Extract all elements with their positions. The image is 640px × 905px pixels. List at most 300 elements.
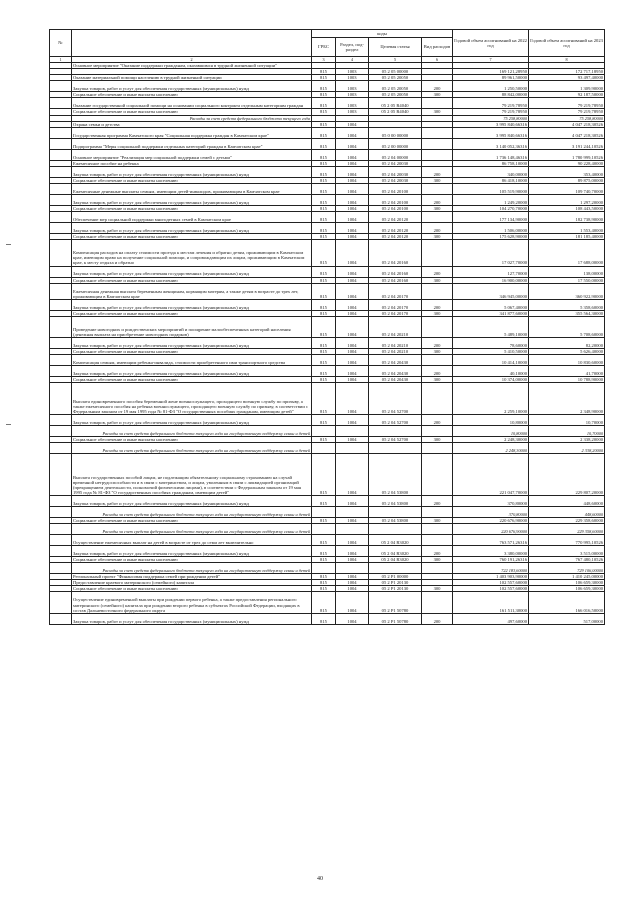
row-name-cell: Государственная программа Камчатского края "Социальная поддержка граждан в Камчатском крае" <box>72 127 312 138</box>
row-grbs-cell: 815 <box>312 366 336 377</box>
row-name-cell: Компенсация семьям, имеющим ребенка-инвалида, стоимости приобретенного ими транспортного средства <box>72 355 312 366</box>
row-target-cell: 05 2 05 R4040 <box>369 98 422 109</box>
row-name-cell: Основное мероприятие "Реализация мер социальной поддержки семей с детьми" <box>72 149 312 160</box>
row-num-cell <box>50 414 72 425</box>
row-sum-2023-cell: 448,60000 <box>529 495 605 506</box>
row-grbs-cell: 815 <box>312 205 336 211</box>
row-razdel-cell: 1004 <box>336 383 369 415</box>
row-target-cell: 05 2 04 R3020 <box>369 557 422 563</box>
row-name-cell: Социальное обеспечение и иные выплаты населению <box>72 205 312 211</box>
table-row <box>50 366 605 377</box>
row-exp-type-cell: 200 <box>422 495 453 506</box>
row-name-cell: Закупка товаров, работ и услуг для обеспечения государственных (муниципальных) нужд <box>72 495 312 506</box>
table-row <box>50 98 605 109</box>
row-grbs-cell: 815 <box>312 109 336 115</box>
row-exp-type-cell <box>422 506 453 517</box>
row-name-cell: Закупка товаров, работ и услуг для обеспечения государственных (муниципальных) нужд <box>72 546 312 557</box>
row-razdel-cell: 1004 <box>336 138 369 149</box>
row-target-cell: 05 2 04 20160 <box>369 266 422 277</box>
row-exp-type-cell: 200 <box>422 223 453 234</box>
table-row <box>50 613 605 624</box>
row-razdel-cell: 1003 <box>336 109 369 115</box>
row-target-cell: 05 2 04 20170 <box>369 299 422 310</box>
row-exp-type-cell: 300 <box>422 436 453 442</box>
row-name-cell: Ежемесячные денежные выплаты семьям, имеющим детей-инвалидов, проживающим в Камчатском крае <box>72 183 312 194</box>
row-grbs-cell: 815 <box>312 92 336 98</box>
row-target-cell: 05 2 05 R4040 <box>369 109 422 115</box>
row-grbs-cell <box>312 443 336 454</box>
row-target-cell: 05 2 04 52700 <box>369 414 422 425</box>
row-sum-2023-cell: 82,20000 <box>529 338 605 349</box>
row-sum-2023-cell: 5 626,40000 <box>529 349 605 355</box>
row-sum-2023-cell: 517,00000 <box>529 613 605 624</box>
colnum: 3 <box>312 57 336 63</box>
row-sum-2023-cell: 17 550,00000 <box>529 277 605 283</box>
header-exp-type: Вид расходов <box>422 38 453 57</box>
row-sum-2023-cell: 353,40000 <box>529 166 605 177</box>
row-exp-type-cell: 300 <box>422 92 453 98</box>
row-num-cell <box>50 524 72 535</box>
scan-mark <box>6 244 11 245</box>
row-exp-type-cell: 300 <box>422 277 453 283</box>
row-name-cell: Оказание материальной помощи населению в трудной жизненной ситуации <box>72 75 312 81</box>
row-grbs-cell: 815 <box>312 495 336 506</box>
row-razdel-cell: 1004 <box>336 223 369 234</box>
row-razdel-cell: 1004 <box>336 495 369 506</box>
row-num-cell <box>50 355 72 366</box>
row-target-cell: 05 2 04 20430 <box>369 355 422 366</box>
row-sum-2023-cell: 360 922,90000 <box>529 283 605 299</box>
row-target-cell: 05 2 04 20030 <box>369 177 422 183</box>
row-target-cell: 05 2 04 20030 <box>369 166 422 177</box>
row-grbs-cell: 815 <box>312 283 336 299</box>
row-exp-type-cell <box>422 454 453 496</box>
row-target-cell: 05 2 04 20170 <box>369 283 422 299</box>
row-exp-type-cell: 300 <box>422 109 453 115</box>
table-row <box>50 240 605 266</box>
row-razdel-cell: 1004 <box>336 127 369 138</box>
row-sum-2022-cell: 763 571,26316 <box>453 535 529 546</box>
row-target-cell: 05 2 04 20160 <box>369 240 422 266</box>
row-sum-2022-cell: 86 758,10000 <box>453 160 529 166</box>
row-name-cell: Выплата государственных пособий лицам, не подлежащим обязательному социальному страхованию на случай временной нетрудоспособности и в связи с материнством, и лицам, уволенным в связи с ликвидацией организаций (прекращением деятельности, полномочий физическими лицами), в соответствии с Федеральным законом от 19 мая 1995 года № 81-ФЗ "О государственных пособиях гражданам, имеющим детей" <box>72 454 312 496</box>
row-sum-2023-cell: 17 688,00000 <box>529 240 605 266</box>
row-target-cell: 05 2 04 52700 <box>369 436 422 442</box>
budget-table <box>49 29 605 625</box>
row-name-cell: Обеспечение мер социальной поддержки многодетных семей в Камчатском крае <box>72 212 312 223</box>
row-sum-2022-cell: 5 489,10000 <box>453 316 529 337</box>
row-exp-type-cell <box>422 283 453 299</box>
row-name-cell: Проведение новогодних и рождественских мероприятий и поощрение малообеспеченных категорий населения (денежная выплата на приобретение новогодних подарков) <box>72 316 312 337</box>
row-name-cell: Социальное обеспечение и иные выплаты населению <box>72 177 312 183</box>
row-razdel-cell: 1004 <box>336 277 369 283</box>
row-exp-type-cell: 200 <box>422 166 453 177</box>
row-name-cell: Социальное обеспечение и иные выплаты населению <box>72 310 312 316</box>
row-target-cell: 05 2 04 20210 <box>369 349 422 355</box>
row-num-cell <box>50 194 72 205</box>
row-name-cell: Региональный проект "Финансовая поддержка семей при рождении детей" <box>72 574 312 580</box>
row-sum-2023-cell: 10,70000 <box>529 414 605 425</box>
row-sum-2022-cell: 1 736 148,46316 <box>453 149 529 160</box>
row-sum-2023-cell: 89 875,00000 <box>529 177 605 183</box>
row-num-cell <box>50 592 72 613</box>
header-razdel: Раздел, под-раздел <box>336 38 369 57</box>
row-razdel-cell: 1004 <box>336 366 369 377</box>
row-sum-2023-cell: 3 191 244,10526 <box>529 138 605 149</box>
row-razdel-cell: 1004 <box>336 234 369 240</box>
row-razdel-cell: 1004 <box>336 586 369 592</box>
row-target-cell: 05 2 00 00000 <box>369 138 422 149</box>
row-sum-2022-cell: 40,10000 <box>453 366 529 377</box>
row-name-cell: Закупка товаров, работ и услуг для обеспечения государственных (муниципальных) нужд <box>72 366 312 377</box>
row-sum-2022-cell: 346 945,00000 <box>453 283 529 299</box>
row-target-cell: 05 2 P1 20130 <box>369 586 422 592</box>
row-sum-2023-cell: 1 309,90000 <box>529 81 605 92</box>
table-row <box>50 212 605 223</box>
row-name-cell: Закупка товаров, работ и услуг для обеспечения государственных (муниципальных) нужд <box>72 266 312 277</box>
row-razdel-cell: 1004 <box>336 177 369 183</box>
row-exp-type-cell <box>422 149 453 160</box>
row-grbs-cell: 815 <box>312 69 336 75</box>
row-sum-2022-cell: 221 047,70000 <box>453 454 529 496</box>
header-codes: коды <box>312 30 453 38</box>
row-razdel-cell: 1004 <box>336 592 369 613</box>
row-sum-2022-cell: 79 219,78950 <box>453 109 529 115</box>
row-target-cell: 05 2 04 20430 <box>369 377 422 383</box>
row-num-cell <box>50 563 72 574</box>
row-name-cell: Социальное обеспечение и иные выплаты населению <box>72 557 312 563</box>
table-row <box>50 495 605 506</box>
row-num-cell <box>50 506 72 517</box>
row-sum-2023-cell: 166 016,50000 <box>529 592 605 613</box>
row-sum-2023-cell: 229 358,60000 <box>529 517 605 523</box>
row-exp-type-cell <box>422 524 453 535</box>
row-sum-2023-cell: 79 219,78950 <box>529 109 605 115</box>
row-num-cell <box>50 240 72 266</box>
row-grbs-cell: 815 <box>312 592 336 613</box>
row-sum-2022-cell: 88 842,00000 <box>453 92 529 98</box>
row-name-cell: Социальное обеспечение и иные выплаты населению <box>72 377 312 383</box>
table-row <box>50 546 605 557</box>
row-num-cell <box>50 535 72 546</box>
row-target-cell: 05 2 04 20430 <box>369 366 422 377</box>
row-exp-type-cell <box>422 355 453 366</box>
row-grbs-cell: 815 <box>312 613 336 624</box>
row-name-cell: Ежемесячная денежная выплата беременным женщинам, кормящим матерям, а также детям в возрасте до трех лет, проживающим в Камчатском крае <box>72 283 312 299</box>
table-body <box>50 63 605 625</box>
row-num-cell <box>50 366 72 377</box>
table-row <box>50 183 605 194</box>
row-sum-2023-cell: 4 047 218,30526 <box>529 127 605 138</box>
row-razdel-cell: 1004 <box>336 517 369 523</box>
row-target-cell <box>369 506 422 517</box>
row-razdel-cell: 1004 <box>336 377 369 383</box>
table-row <box>50 338 605 349</box>
row-num-cell <box>50 127 72 138</box>
row-razdel-cell: 1004 <box>336 355 369 366</box>
row-name-cell: Социальное обеспечение и иные выплаты населению <box>72 586 312 592</box>
row-exp-type-cell: 300 <box>422 177 453 183</box>
row-grbs-cell: 815 <box>312 266 336 277</box>
row-target-cell: 05 2 P1 20130 <box>369 580 422 586</box>
row-target-cell: 05 2 04 20100 <box>369 205 422 211</box>
row-sum-2023-cell: 181 185,40000 <box>529 234 605 240</box>
row-name-cell: Выплата единовременного пособия беременной жене военнослужащего, проходящего военную службу по призыву, а также ежемесячного пособия на ребенка военнослужащего, проходящего военную службу по призыву, в соответствии с Федеральным законом от 19 мая 1995 года № 81-ФЗ "О государственных пособиях гражданам, имеющим детей" <box>72 383 312 415</box>
colnum: 4 <box>336 57 369 63</box>
row-razdel-cell <box>336 524 369 535</box>
row-sum-2022-cell: 220 676,90000 <box>453 524 529 535</box>
row-razdel-cell <box>336 506 369 517</box>
row-exp-type-cell: 200 <box>422 366 453 377</box>
row-grbs-cell: 815 <box>312 377 336 383</box>
row-target-cell: 05 2 05 00000 <box>369 69 422 75</box>
row-num-cell <box>50 266 72 277</box>
row-sum-2022-cell: 760 191,26316 <box>453 557 529 563</box>
row-num-cell <box>50 454 72 496</box>
header-sum-2022: Годовой объем ассигнований на 2022 год <box>453 30 529 57</box>
row-exp-type-cell <box>422 212 453 223</box>
row-num-cell <box>50 223 72 234</box>
row-razdel-cell: 1004 <box>336 121 369 127</box>
row-sum-2023-cell: 1 553,40000 <box>529 223 605 234</box>
row-exp-type-cell <box>422 240 453 266</box>
row-target-cell: 05 2 04 20100 <box>369 194 422 205</box>
row-target-cell <box>369 443 422 454</box>
row-grbs-cell: 815 <box>312 310 336 316</box>
header-target: Целевая статья <box>369 38 422 57</box>
table-row <box>50 81 605 92</box>
row-grbs-cell <box>312 524 336 535</box>
colnum: 5 <box>369 57 422 63</box>
row-exp-type-cell <box>422 383 453 415</box>
row-grbs-cell: 815 <box>312 75 336 81</box>
row-sum-2022-cell: 370,80000 <box>453 506 529 517</box>
row-target-cell: 05 2 04 53800 <box>369 495 422 506</box>
row-razdel-cell: 1004 <box>336 310 369 316</box>
row-grbs-cell <box>312 563 336 574</box>
row-num-cell <box>50 425 72 436</box>
row-num-cell <box>50 81 72 92</box>
table-header <box>50 30 605 63</box>
row-sum-2022-cell: 2 248,30000 <box>453 436 529 442</box>
budget-table-sheet <box>49 29 604 625</box>
row-sum-2022-cell: 1 506,00000 <box>453 223 529 234</box>
row-target-cell: 05 2 05 20050 <box>369 81 422 92</box>
row-sum-2022-cell: 5 067,40000 <box>453 299 529 310</box>
row-razdel-cell: 1003 <box>336 69 369 75</box>
row-exp-type-cell: 200 <box>422 414 453 425</box>
row-exp-type-cell <box>422 98 453 109</box>
table-row <box>50 138 605 149</box>
row-exp-type-cell: 200 <box>422 81 453 92</box>
row-sum-2022-cell: 79 219,78950 <box>453 98 529 109</box>
row-grbs-cell: 815 <box>312 166 336 177</box>
row-name-cell: Социальное обеспечение и иные выплаты населению <box>72 277 312 283</box>
row-name-cell: Осуществление ежемесячных выплат на детей в возрасте от трех до семи лет включительно <box>72 535 312 546</box>
row-exp-type-cell: 300 <box>422 205 453 211</box>
table-row <box>50 127 605 138</box>
row-name-cell: Расходы за счет средств федерального бюджета текущего года на государственную поддержку семьи и детей <box>72 443 312 454</box>
row-exp-type-cell <box>422 316 453 337</box>
row-sum-2022-cell: 3 995 840,66316 <box>453 121 529 127</box>
row-grbs-cell: 815 <box>312 436 336 442</box>
colnum: 2 <box>72 57 312 63</box>
header-grbs: ГРБС <box>312 38 336 57</box>
row-grbs-cell: 815 <box>312 574 336 580</box>
row-grbs-cell <box>312 425 336 436</box>
row-sum-2022-cell: 89 961,50000 <box>453 75 529 81</box>
row-target-cell: 05 2 05 20050 <box>369 75 422 81</box>
row-razdel-cell: 1004 <box>336 574 369 580</box>
row-grbs-cell: 815 <box>312 194 336 205</box>
row-grbs-cell: 815 <box>312 355 336 366</box>
row-exp-type-cell: 200 <box>422 338 453 349</box>
row-razdel-cell: 1004 <box>336 240 369 266</box>
row-exp-type-cell <box>422 127 453 138</box>
row-target-cell: 05 2 04 20160 <box>369 277 422 283</box>
row-grbs-cell: 815 <box>312 580 336 586</box>
row-name-cell: Закупка товаров, работ и услуг для обеспечения государственных (муниципальных) нужд <box>72 414 312 425</box>
row-name-cell: Компенсация расходов на оплату стоимости проезда к местам лечения и обратно детям, проживающим в Камчатском крае, имеющим право на получение социальной помощи, и сопровождающим их лицам, проживающим в Камчатском крае, к месту отдыха и обратно <box>72 240 312 266</box>
header-name <box>72 30 312 57</box>
row-razdel-cell: 1004 <box>336 613 369 624</box>
row-sum-2022-cell: 341 877,60000 <box>453 310 529 316</box>
row-grbs-cell: 815 <box>312 160 336 166</box>
row-razdel-cell: 1004 <box>336 299 369 310</box>
row-razdel-cell: 1004 <box>336 160 369 166</box>
row-num-cell <box>50 613 72 624</box>
row-sum-2022-cell: 1 249,20000 <box>453 194 529 205</box>
table-row <box>50 355 605 366</box>
row-razdel-cell <box>336 443 369 454</box>
row-razdel-cell: 1004 <box>336 194 369 205</box>
row-sum-2022-cell: 175 628,90000 <box>453 234 529 240</box>
row-grbs-cell: 815 <box>312 183 336 194</box>
row-target-cell: 05 2 05 20050 <box>369 92 422 98</box>
row-target-cell: 05 2 P1 00000 <box>369 574 422 580</box>
row-sum-2022-cell: 3 380,00000 <box>453 546 529 557</box>
row-exp-type-cell: 200 <box>422 266 453 277</box>
row-sum-2022-cell: 370,80000 <box>453 495 529 506</box>
row-sum-2023-cell: 109 740,70000 <box>529 183 605 194</box>
row-exp-type-cell: 300 <box>422 377 453 383</box>
row-sum-2022-cell: 1 250,50000 <box>453 81 529 92</box>
row-sum-2023-cell: 2 348,90000 <box>529 383 605 415</box>
table-note-row <box>50 506 605 517</box>
row-name-cell: Ежемесячное пособие на ребенка <box>72 160 312 166</box>
row-sum-2023-cell: 4 047 218,30526 <box>529 121 605 127</box>
row-razdel-cell: 1004 <box>336 149 369 160</box>
row-sum-2023-cell: 172 717,18950 <box>529 69 605 75</box>
row-target-cell: 05 2 04 00000 <box>369 149 422 160</box>
row-grbs-cell <box>312 506 336 517</box>
row-sum-2022-cell: 105 519,90000 <box>453 183 529 194</box>
row-target-cell: 05 2 04 53800 <box>369 454 422 496</box>
row-grbs-cell: 815 <box>312 240 336 266</box>
row-sum-2022-cell: 722 183,60000 <box>453 563 529 574</box>
row-sum-2022-cell: 3 140 052,36316 <box>453 138 529 149</box>
row-target-cell: 05 2 04 20120 <box>369 212 422 223</box>
row-sum-2023-cell: 767 480,10526 <box>529 557 605 563</box>
row-sum-2023-cell: 10,70000 <box>529 425 605 436</box>
row-name-cell: Расходы за счет средств федерального бюджета текущего года на государственную поддержку семьи и детей <box>72 506 312 517</box>
row-target-cell: 05 0 00 00000 <box>369 127 422 138</box>
table-note-row <box>50 443 605 454</box>
table-note-row <box>50 524 605 535</box>
row-sum-2022-cell: 86 418,10000 <box>453 177 529 183</box>
table-row <box>50 592 605 613</box>
row-razdel-cell: 1004 <box>336 316 369 337</box>
table-note-row <box>50 563 605 574</box>
row-name-cell: Социальное обеспечение и иные выплаты населению <box>72 517 312 523</box>
row-target-cell: 05 2 04 20210 <box>369 316 422 337</box>
row-target-cell: 05 2 04 20120 <box>369 223 422 234</box>
table-row <box>50 535 605 546</box>
scan-mark <box>6 424 11 425</box>
row-num-cell <box>50 299 72 310</box>
row-grbs-cell: 815 <box>312 586 336 592</box>
row-razdel-cell: 1004 <box>336 454 369 496</box>
row-sum-2023-cell: 41,70000 <box>529 366 605 377</box>
row-razdel-cell <box>336 563 369 574</box>
row-num-cell <box>50 338 72 349</box>
row-sum-2022-cell: 102 557,60000 <box>453 580 529 586</box>
row-sum-2022-cell: 220 676,90000 <box>453 517 529 523</box>
row-grbs-cell: 815 <box>312 546 336 557</box>
colnum: 8 <box>529 57 605 63</box>
row-target-cell: 05 2 04 R3020 <box>369 535 422 546</box>
row-name-cell: Закупка товаров, работ и услуг для обеспечения государственных (муниципальных) нужд <box>72 338 312 349</box>
row-sum-2022-cell: 16 900,00000 <box>453 277 529 283</box>
table-row <box>50 283 605 299</box>
row-sum-2023-cell: 2 338,20000 <box>529 436 605 442</box>
row-sum-2023-cell: 2 338,20000 <box>529 443 605 454</box>
row-sum-2023-cell: 10 830,60000 <box>529 355 605 366</box>
row-grbs-cell: 815 <box>312 414 336 425</box>
row-num-cell <box>50 316 72 337</box>
row-name-cell: Закупка товаров, работ и услуг для обеспечения государственных (муниципальных) нужд <box>72 166 312 177</box>
row-name-cell: Осуществление единовременной выплаты при рождении первого ребенка, а также предоставления регионального материнского (семейного) капитала при рождении второго ребенка в субъектах Российской Федерации, входящих в состав Дальневосточного федерального округа <box>72 592 312 613</box>
row-sum-2022-cell: 10,80000 <box>453 414 529 425</box>
row-exp-type-cell: 300 <box>422 349 453 355</box>
row-name-cell: Закупка товаров, работ и услуг для обеспечения государственных (муниципальных) нужд <box>72 299 312 310</box>
row-razdel-cell: 1004 <box>336 205 369 211</box>
row-grbs-cell: 815 <box>312 81 336 92</box>
row-sum-2023-cell: 1 410 245,00000 <box>529 574 605 580</box>
row-grbs-cell: 815 <box>312 212 336 223</box>
row-exp-type-cell <box>422 535 453 546</box>
row-sum-2022-cell: 169 121,28950 <box>453 69 529 75</box>
row-num-cell <box>50 383 72 415</box>
row-name-cell: Расходы за счет средств федерального бюджета текущего года на государственную поддержку семьи и детей <box>72 524 312 535</box>
page-number: 40 <box>317 876 323 882</box>
row-sum-2022-cell: 497,60000 <box>453 613 529 624</box>
header-sum-2023: Годовой объем ассигнований на 2023 год <box>529 30 605 57</box>
row-grbs-cell: 815 <box>312 557 336 563</box>
row-grbs-cell: 815 <box>312 316 336 337</box>
row-razdel-cell: 1004 <box>336 546 369 557</box>
row-exp-type-cell <box>422 592 453 613</box>
row-target-cell: 05 2 04 20170 <box>369 310 422 316</box>
row-razdel-cell: 1003 <box>336 92 369 98</box>
row-exp-type-cell <box>422 563 453 574</box>
row-num-cell <box>50 98 72 109</box>
row-razdel-cell: 1004 <box>336 580 369 586</box>
row-sum-2023-cell: 1 780 999,10526 <box>529 149 605 160</box>
row-exp-type-cell: 300 <box>422 234 453 240</box>
colnum: 1 <box>50 57 72 63</box>
row-target-cell: 05 2 04 53800 <box>369 517 422 523</box>
